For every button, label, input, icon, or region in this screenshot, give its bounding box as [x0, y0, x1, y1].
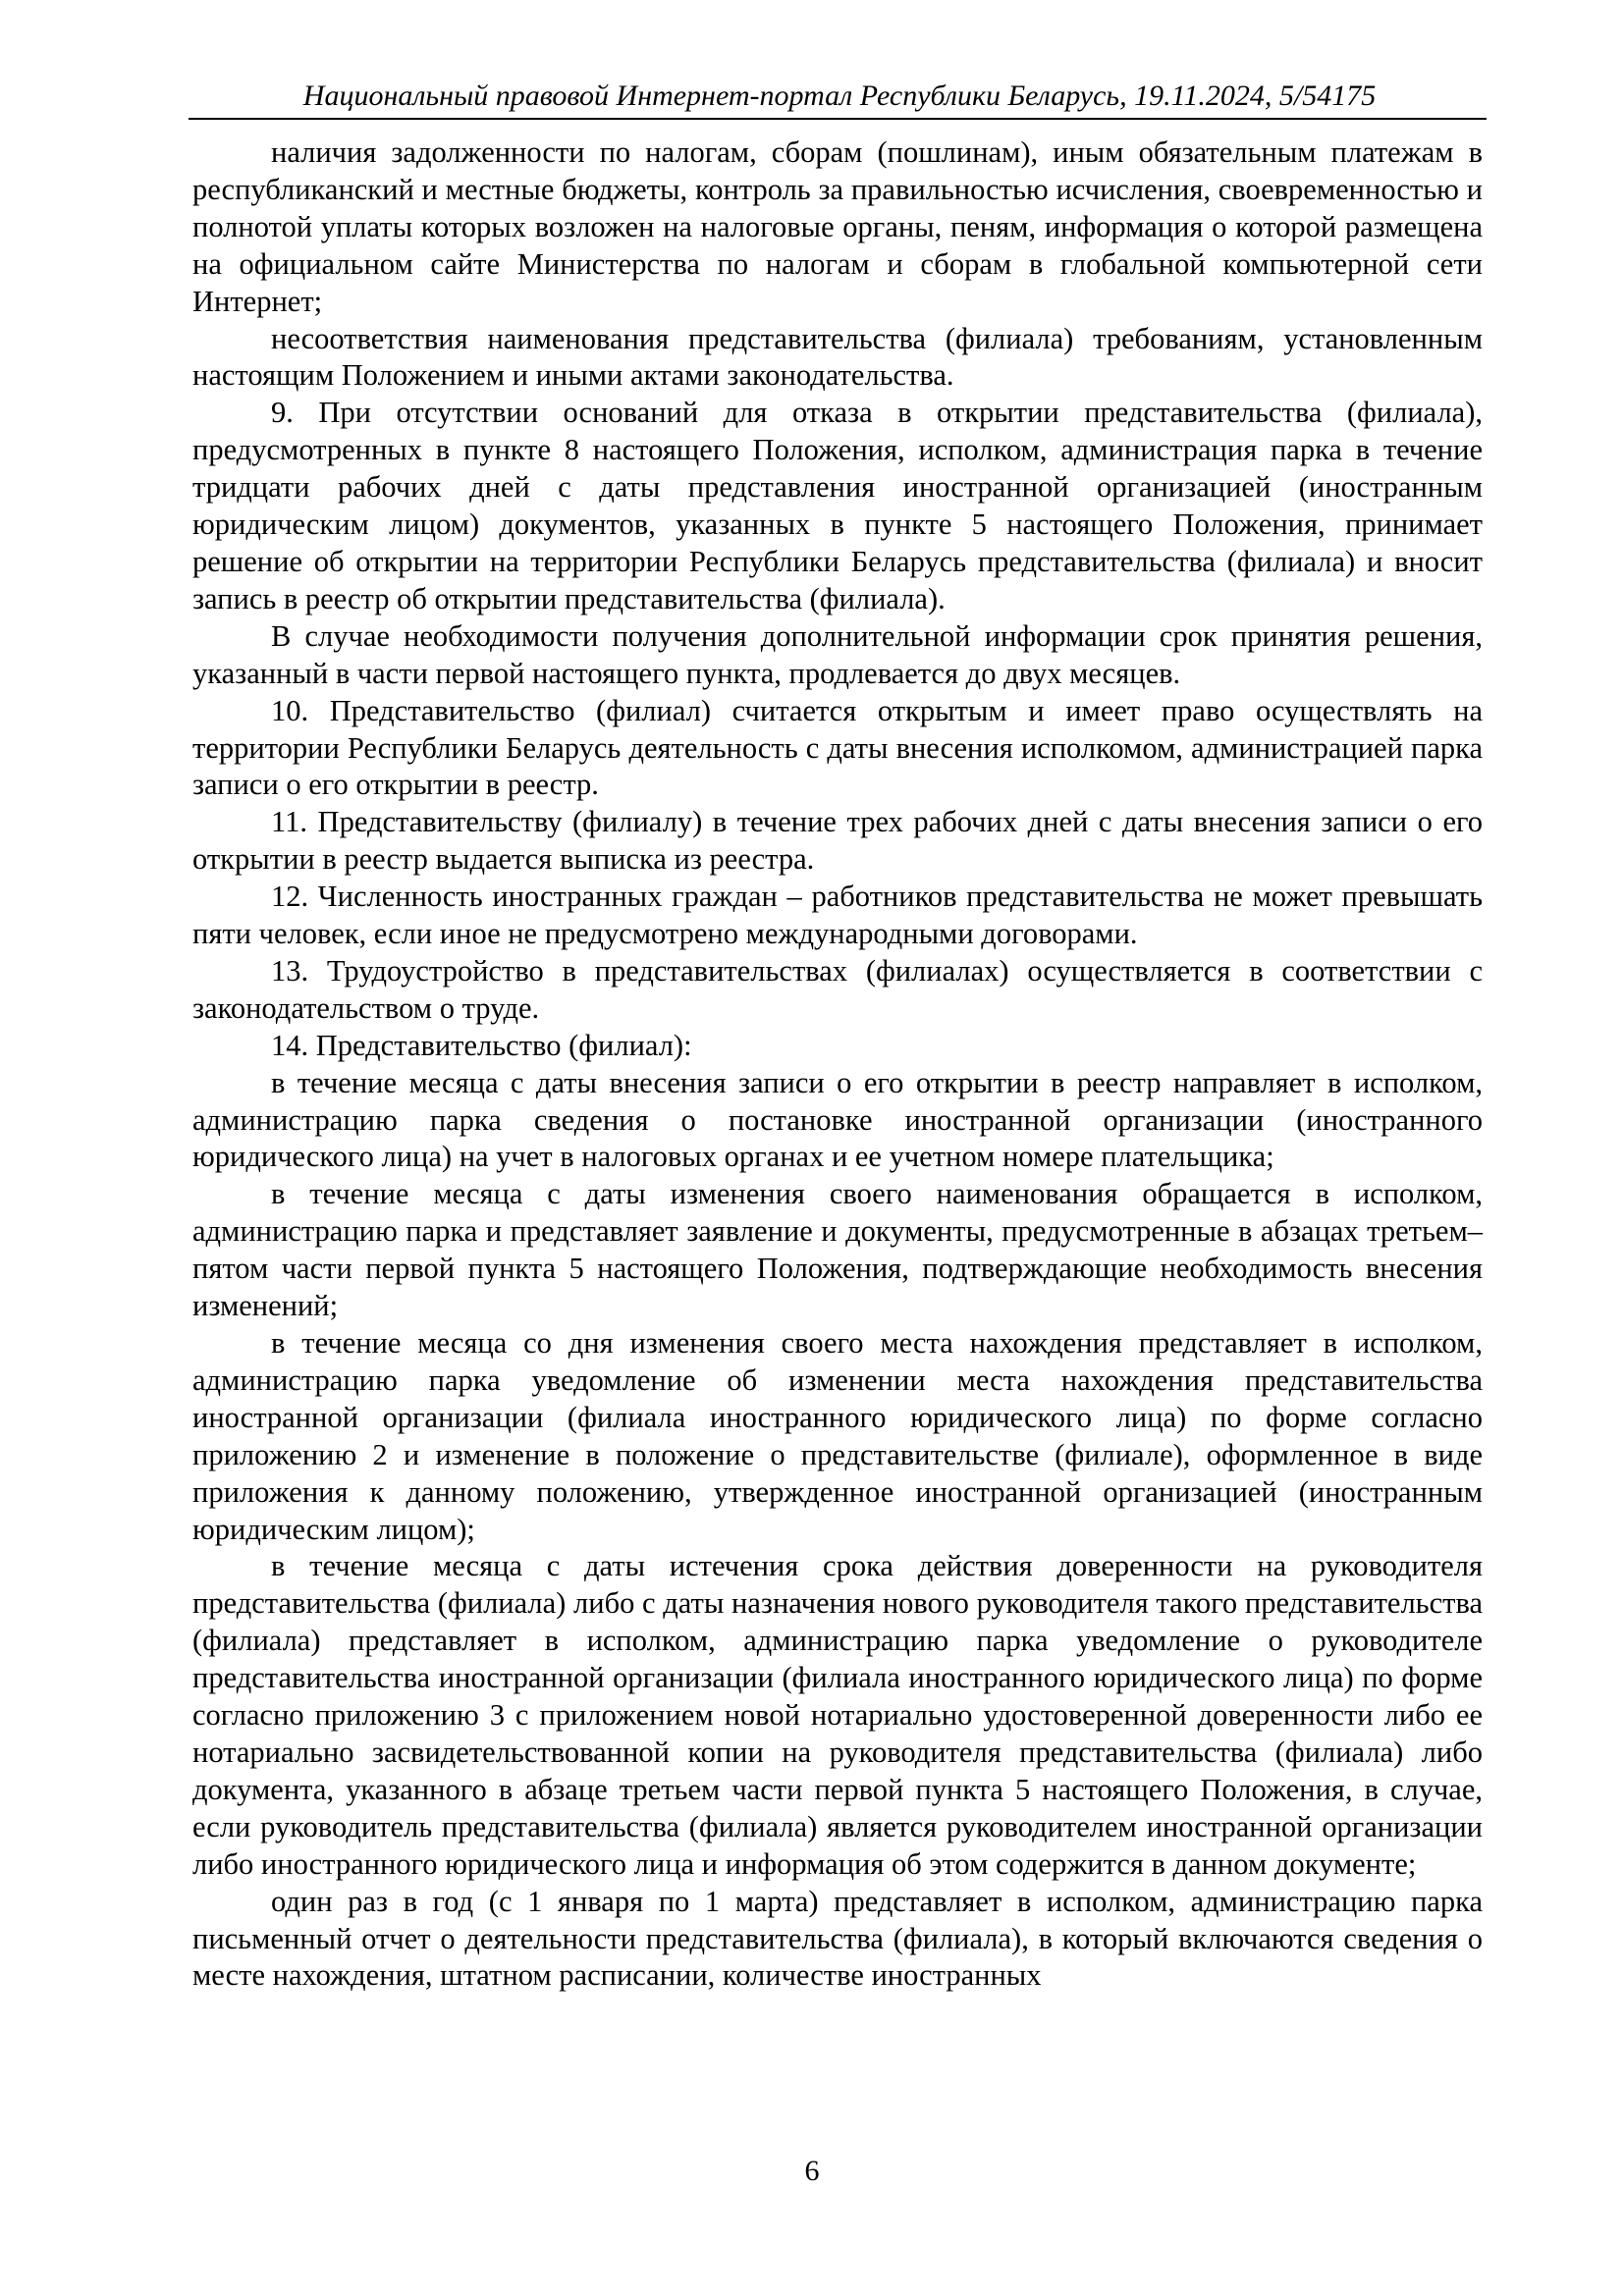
paragraph: в течение месяца с даты истечения срока действия доверенности на руководителя представительства (филиала) либо с даты назначения нового руководителя такого представительства (филиала) представляет в исполком, администрацию парка уведомление о руководителе представительства иностранной организации (филиала иностранного юридического лица) по форме согласно приложению 3 с приложением новой нотариально удостоверенной доверенности либо ее нотариально засвидетельствованной копии на руководителя представительства (филиала) либо документа, указанного в абзаце третьем части первой пункта 5 настоящего Положения, в случае, если руководитель представительства (филиала) является руководителем иностранной организации либо иностранного юридического лица и информация об этом содержится в данном документе; — [192, 1549, 1483, 1881]
paragraph: 10. Представительство (филиал) считается открытым и имеет право осуществлять на территории Республики Беларусь деятельность с даты внесения исполкомом, администрацией парка записи о его открытии в реестр. — [192, 693, 1483, 802]
paragraph: в течение месяца с даты изменения своего наименования обращается в исполком, администрацию парка и представляет заявление и документы, предусмотренные в абзацах третьем–пятом части первой пункта 5 настоящего Положения, подтверждающие необходимость внесения изменений; — [192, 1177, 1483, 1323]
page-number: 6 — [804, 2155, 820, 2187]
paragraph: 14. Представительство (филиал): — [271, 1028, 692, 1062]
paragraph: В случае необходимости получения дополнительной информации срок принятия решения, указанный в части первой настоящего пункта, продлевается до двух месяцев. — [192, 618, 1483, 690]
document-body — [192, 134, 1483, 1995]
paragraph: наличия задолженности по налогам, сборам (пошлинам), иным обязательным платежам в республиканский и местные бюджеты, контроль за правильностью исчисления, своевременностью и полнотой уплаты которых возложен на налоговые органы, пеням, информация о которой размещена на официальном сайте Министерства по налогам и сборам в глобальной компьютерной сети Интернет; — [192, 135, 1483, 318]
paragraph: 13. Трудоустройство в представительствах (филиалах) осуществляется в соответствии с законодательством о труде. — [192, 953, 1483, 1025]
paragraph: один раз в год (с 1 января по 1 марта) представляет в исполком, администрацию парка письменный отчет о деятельности представительства (филиала), в который включаются сведения о месте нахождения, штатном расписании, количестве иностранных — [192, 1884, 1483, 1993]
paragraph: 11. Представительству (филиалу) в течение трех рабочих дней с даты внесения записи о его открытии в реестр выдается выписка из реестра. — [192, 805, 1483, 877]
paragraph: несоответствия наименования представительства (филиала) требованиям, установленным настоящим Положением и иными актами законодательства. — [192, 321, 1483, 393]
paragraph: в течение месяца с даты внесения записи о его открытии в реестр направляет в исполком, администрацию парка сведения о постановке иностранной организации (иностранного юридического лица) на учет в налоговых органах и ее учетном номере плательщика; — [192, 1065, 1483, 1174]
page-header: Национальный правовой Интернет-портал Республики Беларусь, 19.11.2024, 5/54175 — [302, 80, 1377, 112]
paragraph: в течение месяца со дня изменения своего места нахождения представляет в исполком, администрацию парка уведомление об изменении места нахождения представительства иностранной организации (филиала иностранного юридического лица) по форме согласно приложению 2 и изменение в положение о представительстве (филиале), оформленное в виде приложения к данному положению, утвержденное иностранной организацией (иностранным юридическим лицом); — [192, 1326, 1483, 1546]
paragraph: 9. При отсутствии оснований для отказа в открытии представительства (филиала), предусмотренных в пункте 8 настоящего Положения, исполком, администрация парка в течение тридцати рабочих дней с даты представления иностранной организацией (иностранным юридическим лицом) документов, указанных в пункте 5 настоящего Положения, принимает решение об открытии на территории Республики Беларусь представительства (филиала) и вносит запись в реестр об открытии представительства (филиала). — [192, 396, 1483, 615]
header-divider — [189, 118, 1487, 120]
paragraph: 12. Численность иностранных граждан – работников представительства не может превышать пяти человек, если иное не предусмотрено международными договорами. — [192, 880, 1483, 951]
